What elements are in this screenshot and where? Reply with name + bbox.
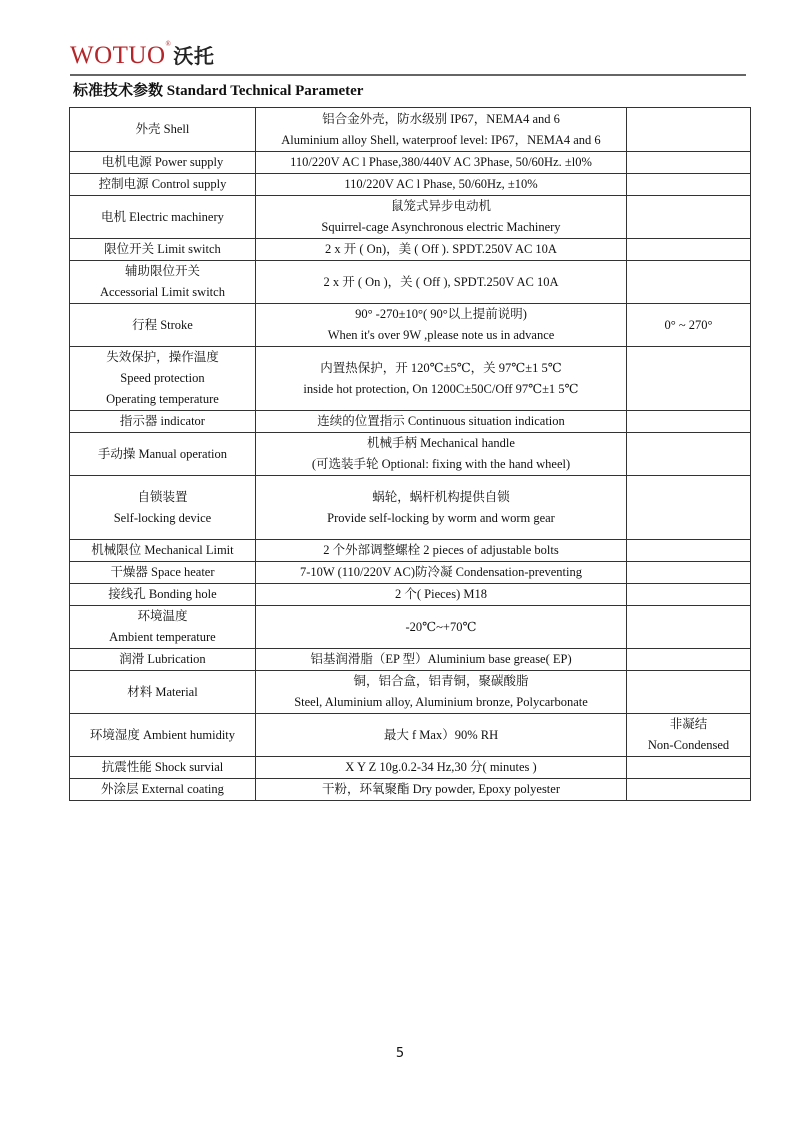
parameter-note (627, 757, 751, 779)
parameter-value-line: 机械手柄 Mechanical handle (367, 436, 515, 450)
table-row (70, 108, 751, 152)
parameter-value-line: -20℃~+70℃ (405, 619, 477, 634)
table-row (70, 152, 751, 174)
parameter-name-line: 指示器 indicator (119, 414, 205, 428)
parameter-value (255, 174, 626, 196)
parameter-name-line: 接线孔 Bonding hole (108, 587, 217, 601)
parameter-value (255, 304, 626, 347)
parameter-value-line: Squirrel-cage Asynchronous electric Machinery (321, 220, 561, 234)
parameter-note (627, 649, 751, 671)
parameter-name-line: 自锁装置 (137, 489, 188, 504)
parameter-name-line: 限位开关 Limit switch (104, 242, 221, 256)
parameter-value-line: 铝基润滑脂（EP 型）Aluminium base grease( EP) (310, 652, 572, 666)
table-row (70, 714, 751, 757)
parameter-note (627, 304, 751, 347)
parameter-name-line: Accessorial Limit switch (99, 285, 225, 299)
parameter-value (255, 671, 626, 714)
parameter-value (255, 649, 626, 671)
parameter-name (70, 108, 256, 152)
parameter-table (69, 107, 751, 801)
parameter-note (627, 196, 751, 239)
parameter-value-line: inside hot protection, On 1200C±50C/Off 97℃±1 5℃ (303, 381, 579, 396)
parameter-value-line: 2 x 开 ( On)，美 ( Off ). SPDT.250V AC 10A (325, 242, 557, 256)
parameter-note (627, 562, 751, 584)
parameter-value-line: 蜗轮，蜗杆机构提供自锁 (372, 489, 510, 504)
parameter-name (70, 606, 256, 649)
parameter-name-line: Ambient temperature (109, 630, 216, 644)
parameter-note (627, 606, 751, 649)
parameter-value-line: 7-10W (110/220V AC)防冷凝 Condensation-preventing (299, 565, 583, 579)
parameter-name-line: 行程 Stroke (132, 317, 193, 332)
parameter-note (627, 779, 751, 801)
parameter-value (255, 196, 626, 239)
parameter-name (70, 174, 256, 196)
wotuo-logo: WOTUO® 沃托 (70, 40, 215, 69)
table-row (70, 757, 751, 779)
parameter-value-line: Provide self-locking by worm and worm gear (327, 510, 555, 525)
table-row (70, 476, 751, 540)
table-row (70, 433, 751, 476)
parameter-value-line: 2 个外部调整螺栓 2 pieces of adjustable bolts (323, 543, 559, 557)
parameter-name (70, 714, 256, 757)
parameter-value (255, 476, 626, 540)
table-row (70, 411, 751, 433)
parameter-value (255, 584, 626, 606)
parameter-value-line: 连续的位置指示 Continuous situation indication (317, 414, 565, 428)
parameter-value (255, 779, 626, 801)
parameter-value (255, 540, 626, 562)
parameter-name (70, 671, 256, 714)
parameter-note (627, 411, 751, 433)
parameter-value (255, 347, 626, 411)
parameter-name-line: 环境湿度 Ambient humidity (89, 727, 236, 742)
table-row (70, 174, 751, 196)
parameter-name-line: 润滑 Lubrication (119, 652, 206, 666)
parameter-name-line: Self-locking device (113, 510, 212, 525)
page-number: 5 (395, 1046, 405, 1061)
table-row (70, 304, 751, 347)
parameter-name-line: 电机电源 Power supply (101, 155, 224, 169)
parameter-value (255, 261, 626, 304)
parameter-name-line: 外涂层 External coating (101, 782, 224, 796)
parameter-name (70, 540, 256, 562)
parameter-value-line: When it's over 9W ,please note us in advance (327, 328, 555, 342)
parameter-value-line: Aluminium alloy Shell, waterproof level: IP67，NEMA4 and 6 (281, 132, 601, 147)
table-row (70, 347, 751, 411)
parameter-note (627, 239, 751, 261)
header-rule (70, 74, 746, 76)
table-row (70, 562, 751, 584)
parameter-note (627, 108, 751, 152)
parameter-value (255, 433, 626, 476)
parameter-value (255, 757, 626, 779)
parameter-value (255, 239, 626, 261)
parameter-value (255, 108, 626, 152)
parameter-name (70, 562, 256, 584)
parameter-value (255, 562, 626, 584)
parameter-name (70, 304, 256, 347)
parameter-value (255, 606, 626, 649)
parameter-name-line: 辅助限位开关 (124, 264, 200, 278)
parameter-value-line: 铝合金外壳，防水级别 IP67，NEMA4 and 6 (322, 111, 560, 126)
parameter-note (627, 671, 751, 714)
table-row (70, 584, 751, 606)
parameter-name (70, 411, 256, 433)
table-row (70, 671, 751, 714)
parameter-value (255, 714, 626, 757)
parameter-value-line: 2 x 开 ( On )，关 ( Off ), SPDT.250V AC 10A (323, 274, 559, 289)
table-row (70, 540, 751, 562)
table-row (70, 606, 751, 649)
parameter-name (70, 779, 256, 801)
parameter-value-line: 内置热保护，开 120℃±5℃，关 97℃±1 5℃ (320, 360, 562, 375)
parameter-name-line: 干燥器 Space heater (110, 565, 215, 579)
section-title: 标准技术参数 Standard Technical Parameter (73, 81, 364, 99)
parameter-name-line: 控制电源 Control supply (98, 177, 227, 191)
parameter-note-line: Non-Condensed (647, 738, 730, 752)
parameter-name (70, 196, 256, 239)
table-row (70, 649, 751, 671)
parameter-value-line: 2 个( Pieces) M18 (394, 587, 487, 601)
parameter-value-line: Steel, Aluminium alloy, Aluminium bronze, Polycarbonate (294, 695, 588, 709)
parameter-name-line: 电机 Electric machinery (101, 209, 224, 224)
parameter-note (627, 584, 751, 606)
parameter-name (70, 261, 256, 304)
parameter-name-line: Operating temperature (106, 392, 219, 406)
parameter-name (70, 584, 256, 606)
parameter-value-line: 最大 f Max）90% RH (383, 727, 499, 742)
parameter-value-line: X Y Z 10g.0.2-34 Hz,30 分( minutes ) (345, 760, 537, 774)
parameter-note (627, 540, 751, 562)
parameter-name-line: 手动操 Manual operation (97, 446, 228, 461)
parameter-note (627, 476, 751, 540)
parameter-name-line: Speed protection (120, 371, 205, 385)
parameter-note (627, 347, 751, 411)
parameter-note (627, 433, 751, 476)
parameter-name (70, 433, 256, 476)
parameter-name (70, 757, 256, 779)
parameter-value (255, 411, 626, 433)
parameter-value-line: 110/220V AC l Phase,380/440V AC 3Phase, 50/60Hz. ±l0% (290, 155, 592, 169)
table-row (70, 779, 751, 801)
parameter-value-line: 干粉，环氧聚酯 Dry powder, Epoxy polyester (321, 782, 560, 796)
parameter-name-line: 外壳 Shell (135, 122, 190, 136)
parameter-name-line: 失效保护，操作温度 (106, 350, 219, 364)
parameter-name-line: 机械限位 Mechanical Limit (91, 543, 234, 557)
parameter-name (70, 476, 256, 540)
parameter-note-line: 0° ~ 270° (664, 317, 713, 332)
parameter-note (627, 174, 751, 196)
parameter-value-line: 90° -270±10°( 90°以上提前说明) (355, 307, 527, 321)
parameter-value-line: (可选装手轮 Optional: fixing with the hand wheel) (311, 457, 571, 471)
parameter-value (255, 152, 626, 174)
table-row (70, 261, 751, 304)
parameter-name-line: 环境温度 (137, 609, 188, 623)
parameter-name (70, 649, 256, 671)
parameter-value-line: 鼠笼式异步电动机 (390, 199, 491, 213)
parameter-name (70, 347, 256, 411)
parameter-name-line: 抗震性能 Shock survial (101, 760, 224, 774)
parameter-name (70, 239, 256, 261)
parameter-name-line: 材料 Material (127, 684, 198, 699)
parameter-note (627, 714, 751, 757)
parameter-value-line: 铜，铝合盒，铝青铜，聚碳酸脂 (353, 674, 529, 688)
parameter-value-line: 110/220V AC l Phase, 50/60Hz, ±10% (344, 177, 538, 191)
table-row (70, 239, 751, 261)
parameter-note (627, 261, 751, 304)
parameter-note (627, 152, 751, 174)
table-row (70, 196, 751, 239)
parameter-note-line: 非凝结 (669, 717, 708, 731)
parameter-name (70, 152, 256, 174)
